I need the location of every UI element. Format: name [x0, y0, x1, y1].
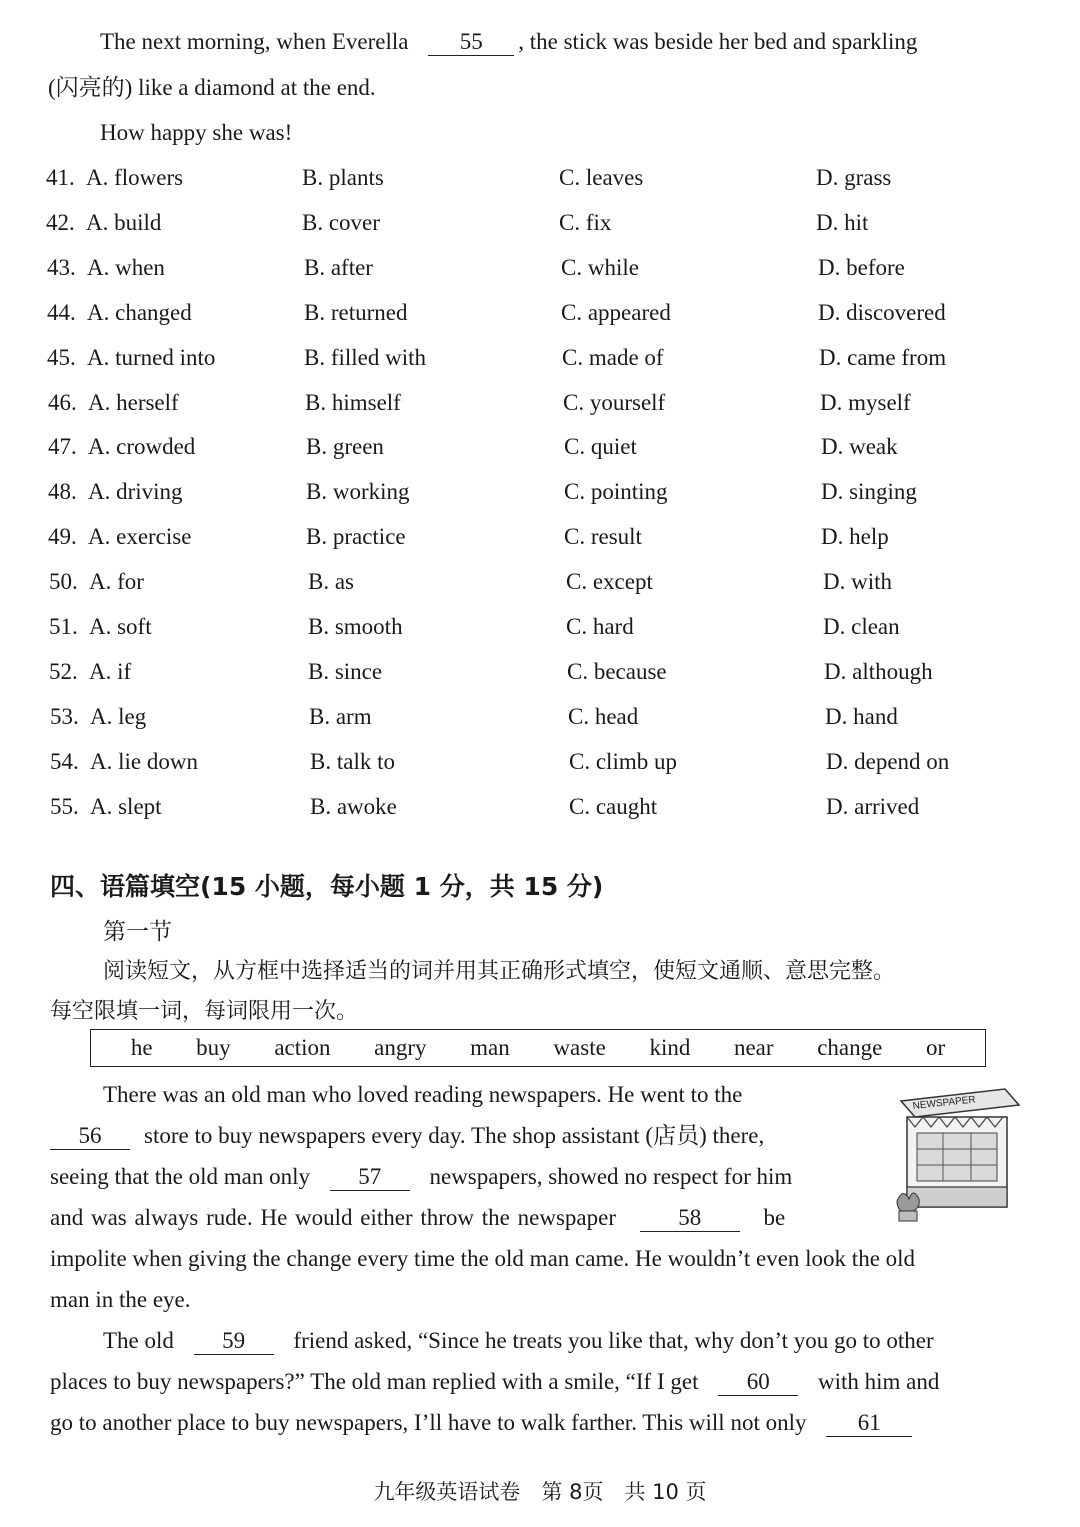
question-number: 53. [50, 704, 79, 729]
option-d: D. arrived [826, 794, 920, 819]
option-c: C. fix [559, 210, 612, 235]
option-c: C. while [561, 255, 639, 280]
option-d: D. help [821, 524, 889, 549]
blank-56: 56 [50, 1123, 130, 1150]
option-d: D. hand [825, 704, 898, 729]
word-bank-item: waste [553, 1035, 606, 1060]
passage-text: go to another place to buy newspapers, I’ll have to walk farther. This will not only [50, 1410, 807, 1435]
passage2-line-6: man in the eye. [50, 1287, 191, 1312]
question-number: 44. [47, 300, 76, 325]
option-b: B. practice [306, 524, 406, 549]
passage2-line-8 [50, 1367, 939, 1397]
option-b: B. working [306, 479, 410, 504]
option-a: A. driving [88, 479, 183, 504]
option-c: C. pointing [564, 479, 668, 504]
word-bank-item: man [470, 1035, 510, 1060]
section-heading: 四、语篇填空(15 小题，每小题 1 分，共 15 分) [50, 872, 604, 901]
option-a: A. crowded [88, 434, 196, 459]
option-b: B. awoke [310, 794, 397, 819]
question-number: 52. [49, 659, 78, 684]
passage2-line-3 [50, 1162, 792, 1192]
word-bank-item: near [733, 1035, 774, 1060]
question-number: 47. [48, 434, 77, 459]
option-d: D. discovered [818, 300, 946, 325]
option-a: A. for [89, 569, 144, 594]
page-footer: 九年级英语试卷 第 8页 共 10 页 [373, 1480, 707, 1504]
option-d: D. clean [823, 614, 900, 639]
blank-55: 55 [428, 29, 514, 56]
option-d: D. with [823, 569, 892, 594]
option-a: A. build [86, 210, 162, 235]
question-number: 41. [46, 165, 75, 190]
passage2-line-7 [103, 1326, 934, 1356]
instruction-line-2: 每空限填一词，每词限用一次。 [50, 999, 359, 1024]
blank-58: 58 [640, 1205, 740, 1232]
option-b: B. since [308, 659, 383, 684]
option-d: D. myself [820, 390, 911, 415]
option-b: B. talk to [310, 749, 395, 774]
word-bank-item: he [130, 1035, 153, 1060]
option-b: B. filled with [304, 345, 427, 370]
passage-text: The old [103, 1328, 174, 1353]
option-a: A. soft [89, 614, 152, 639]
question-number: 50. [49, 569, 78, 594]
question-number: 51. [49, 614, 78, 639]
option-a: A. lie down [90, 749, 198, 774]
question-number: 43. [47, 255, 76, 280]
passage2-line-1: There was an old man who loved reading newspapers. He went to the [103, 1082, 743, 1107]
option-d: D. before [818, 255, 905, 280]
option-a: A. when [87, 255, 165, 280]
option-a: A. flowers [86, 165, 184, 190]
option-a: A. herself [88, 390, 179, 415]
option-d: D. weak [821, 434, 898, 459]
option-d: D. hit [816, 210, 869, 235]
option-d: D. singing [821, 479, 917, 504]
word-bank-item: action [274, 1035, 331, 1060]
part-title: 第一节 [103, 919, 172, 945]
word-bank-box [90, 1029, 986, 1067]
word-bank-item: change [817, 1035, 883, 1060]
option-b: B. smooth [308, 614, 403, 639]
question-number: 45. [47, 345, 76, 370]
blank-60: 60 [718, 1369, 798, 1396]
blank-59: 59 [194, 1328, 274, 1355]
passage-text: seeing that the old man only [50, 1164, 310, 1189]
option-d: D. came from [819, 345, 947, 370]
passage-text: and was always rude. He would either throw the newspaper [50, 1205, 616, 1230]
word-bank-item: or [925, 1035, 946, 1060]
passage2-line-5: impolite when giving the change every time the old man came. He wouldn’t even look the old [50, 1246, 916, 1271]
question-number: 49. [48, 524, 77, 549]
option-b: B. as [308, 569, 354, 594]
word-bank-item: kind [649, 1035, 691, 1060]
question-number: 48. [48, 479, 77, 504]
option-d: D. depend on [826, 749, 950, 774]
option-b: B. green [306, 434, 384, 459]
question-number: 54. [50, 749, 79, 774]
passage2-line-2 [50, 1121, 764, 1151]
option-a: A. changed [87, 300, 192, 325]
word-bank-item: angry [374, 1035, 427, 1060]
option-a: A. exercise [88, 524, 192, 549]
passage-text: friend asked, “Since he treats you like that, why don’t you go to other [293, 1328, 934, 1353]
passage-line-3: How happy she was! [100, 120, 293, 145]
passage2-line-9 [50, 1408, 912, 1438]
option-c: C. except [566, 569, 653, 594]
passage-text: places to buy newspapers?” The old man replied with a smile, “If I get [50, 1369, 699, 1394]
option-a: A. if [89, 659, 132, 684]
blank-57: 57 [330, 1164, 410, 1191]
option-c: C. head [568, 704, 639, 729]
kiosk-sign-text: NEWSPAPER [912, 1094, 977, 1112]
question-number: 55. [50, 794, 79, 819]
option-a: A. slept [90, 794, 162, 819]
option-c: C. appeared [561, 300, 671, 325]
option-c: C. made of [562, 345, 664, 370]
blank-61: 61 [826, 1410, 912, 1437]
passage-text: be [763, 1205, 786, 1230]
option-b: B. himself [305, 390, 401, 415]
passage-line-2: (闪亮的) like a diamond at the end. [48, 75, 376, 100]
option-b: B. returned [304, 300, 408, 325]
word-bank-item: buy [196, 1035, 231, 1060]
instruction-line-1: 阅读短文，从方框中选择适当的词并用其正确形式填空，使短文通顺、意思完整。 [103, 959, 896, 984]
option-b: B. after [304, 255, 373, 280]
option-c: C. because [567, 659, 667, 684]
option-c: C. hard [566, 614, 634, 639]
passage-text: The next morning, when Everella [100, 29, 409, 54]
passage-text: with him and [817, 1369, 940, 1394]
newspaper-kiosk-illustration [893, 1083, 1023, 1225]
option-b: B. cover [302, 210, 380, 235]
passage-text: , the stick was beside her bed and sparkling [518, 29, 918, 54]
passage2-line-4 [50, 1203, 785, 1233]
option-c: C. quiet [564, 434, 637, 459]
option-b: B. plants [302, 165, 384, 190]
option-c: C. caught [569, 794, 658, 819]
option-b: B. arm [309, 704, 372, 729]
passage-line-1 [100, 27, 917, 57]
option-d: D. although [824, 659, 933, 684]
option-c: C. yourself [563, 390, 666, 415]
option-c: C. leaves [559, 165, 644, 190]
option-a: A. leg [90, 704, 147, 729]
option-a: A. turned into [87, 345, 216, 370]
option-d: D. grass [816, 165, 892, 190]
question-number: 46. [48, 390, 77, 415]
question-number: 42. [46, 210, 75, 235]
option-c: C. climb up [569, 749, 677, 774]
passage-text: newspapers, showed no respect for him [429, 1164, 793, 1189]
passage-text: store to buy newspapers every day. The shop assistant (店员) there, [144, 1123, 765, 1148]
option-c: C. result [564, 524, 642, 549]
